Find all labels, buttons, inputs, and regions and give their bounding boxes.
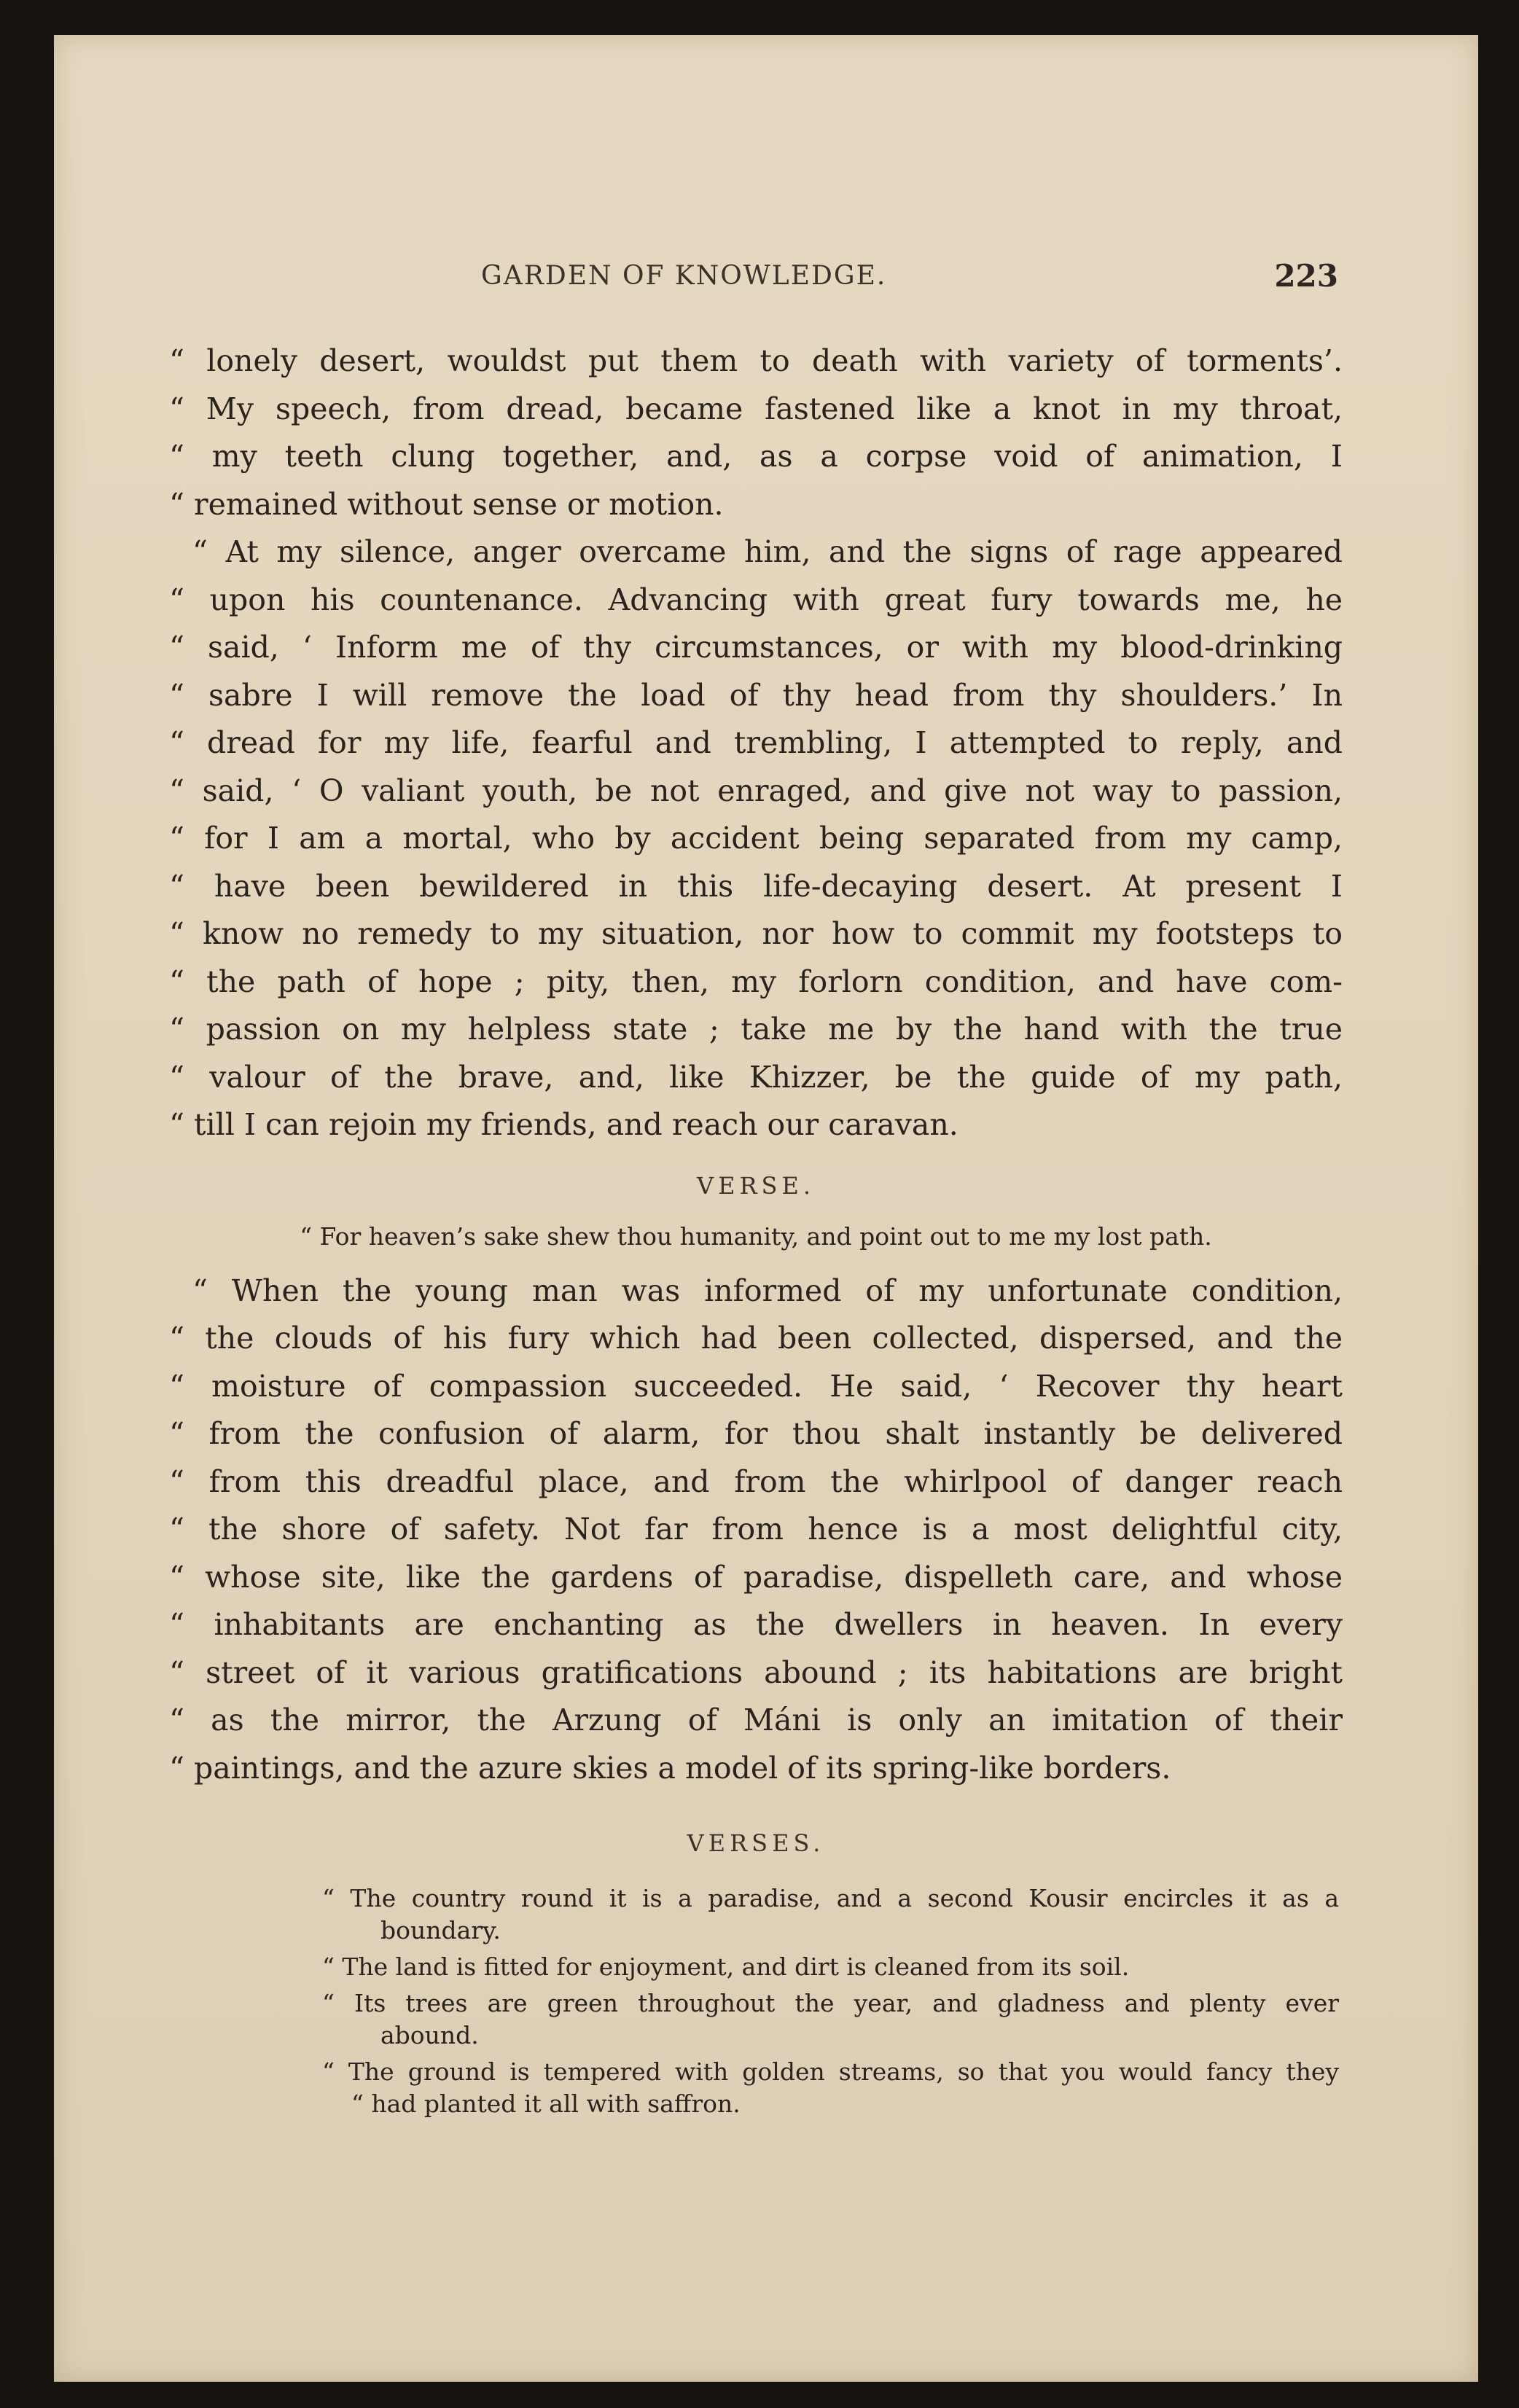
text-line: “ whose site, like the gardens of paradise, dispelleth care, and whose [169, 1559, 1343, 1595]
body-text [169, 337, 1343, 2120]
running-head [54, 258, 1478, 305]
text-line: “ street of it various gratifications abound ; its habitations are bright [169, 1654, 1343, 1690]
verse-line: “ Its trees are green throughout the year, and gladness and plenty ever [322, 1989, 1339, 2017]
running-title: GARDEN OF KNOWLEDGE. [481, 261, 887, 291]
paragraph-1 [169, 337, 1343, 528]
verse-line: “ The land is fitted for enjoyment, and dirt is cleaned from its soil. [322, 1952, 1130, 1981]
text-line: “ said, ‘ Inform me of thy circumstances, or with my blood-drinking [169, 630, 1343, 665]
text-line: “ till I can rejoin my friends, and reach our caravan. [169, 1107, 958, 1142]
verse-line: “ The ground is tempered with golden streams, so that you would fancy they [322, 2057, 1339, 2086]
text-line: “ When the young man was informed of my unfortunate condition, [192, 1273, 1343, 1308]
text-line: “ the clouds of his fury which had been collected, dispersed, and the [169, 1321, 1343, 1356]
verse-line: “ The country round it is a paradise, and a second Kousir encircles it as a [322, 1884, 1339, 1912]
text-line: “ upon his countenance. Advancing with great fury towards me, he [169, 582, 1343, 617]
text-line: “ paintings, and the azure skies a model of its spring-like borders. [169, 1750, 1171, 1786]
text-line: “ as the mirror, the Arzung of Máni is only an imitation of their [169, 1703, 1343, 1737]
text-line: “ have been bewildered in this life-decaying desert. At present I [169, 868, 1343, 904]
text-line: “ the path of hope ; pity, then, my forlorn condition, and have com- [169, 963, 1343, 999]
text-line: “ valour of the brave, and, like Khizzer, be the guide of my path, [169, 1059, 1343, 1095]
text-line: “ passion on my helpless state ; take me by the hand with the true [169, 1012, 1343, 1047]
verses-block [169, 1883, 1343, 2120]
text-line: “ said, ‘ O valiant youth, be not enraged, and give not way to passion, [169, 773, 1343, 808]
text-line: “ At my silence, anger overcame him, and the signs of rage appeared [192, 534, 1343, 569]
text-line: “ from the confusion of alarm, for thou shalt instantly be delivered [169, 1416, 1343, 1451]
text-line: “ My speech, from dread, became fastened like a knot in my throat, [169, 391, 1343, 426]
text-line: “ moisture of compassion succeeded. He said, ‘ Recover thy heart [169, 1368, 1343, 1404]
text-line: “ know no remedy to my situation, nor how to commit my footsteps to [169, 916, 1343, 951]
text-line: “ my teeth clung together, and, as a corpse void of animation, I [169, 439, 1343, 474]
text-line: “ from this dreadful place, and from the whirlpool of danger reach [169, 1463, 1343, 1499]
verse-line: boundary. [380, 1916, 501, 1944]
verse-heading: VERSE. [696, 1171, 815, 1200]
verses-heading: VERSES. [687, 1829, 825, 1857]
verse-line: “ For heaven’s sake shew thou humanity, and point out to me my lost path. [300, 1221, 1212, 1251]
text-line: “ lonely desert, wouldst put them to death with variety of torments’. [169, 343, 1343, 378]
verse-line: “ had planted it all with saffron. [351, 2090, 741, 2118]
text-line: “ for I am a mortal, who by accident being separated from my camp, [169, 821, 1343, 856]
book-page [54, 35, 1478, 2382]
text-line: “ inhabitants are enchanting as the dwellers in heaven. In every [169, 1607, 1343, 1642]
paragraph-2 [169, 528, 1343, 1149]
text-line: “ sabre I will remove the load of thy head from thy shoulders.’ In [169, 677, 1343, 713]
text-line: “ dread for my life, fearful and trembling, I attempted to reply, and [169, 725, 1343, 760]
verse-line: abound. [380, 2021, 479, 2049]
paragraph-3 [169, 1267, 1343, 1793]
page-number: 223 [1274, 258, 1338, 294]
text-line: “ the shore of safety. Not far from hence is a most delightful city, [169, 1512, 1343, 1547]
text-line: “ remained without sense or motion. [169, 486, 724, 522]
